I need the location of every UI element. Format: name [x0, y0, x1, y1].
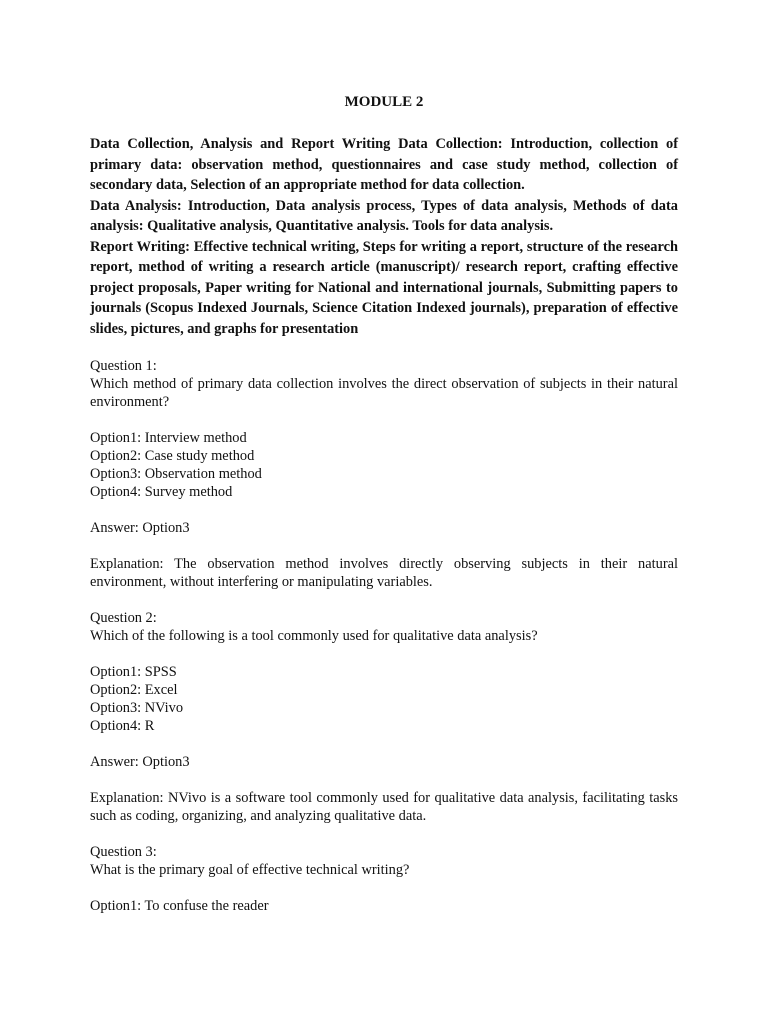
module-title: MODULE 2 [344, 94, 424, 110]
option-3: Option3: NVivo [90, 700, 184, 716]
questions-section [90, 357, 678, 915]
question-heading: Question 2: [90, 610, 157, 626]
question-3-options [90, 897, 678, 915]
question-heading: Question 3: [90, 844, 157, 860]
question-text: What is the primary goal of effective technical writing? [90, 862, 410, 878]
option-4: Option4: Survey method [90, 484, 233, 500]
question-3 [90, 843, 678, 879]
question-2-answer [90, 753, 678, 771]
syllabus-section [90, 134, 678, 339]
answer-text: Answer: Option3 [90, 754, 190, 770]
question-2-explanation [90, 789, 678, 825]
question-1-options [90, 429, 678, 501]
syllabus-report-writing: Report Writing: Effective technical writing, Steps for writing a report, structure of the research report, method of writing a research article (manuscript)/ research report, crafting effective project proposals, Paper writing for National and international journals, Submitting papers to journals (Scopus Indexed Journals, Science Citation Indexed journals), preparation of effective slides, pictures, and graphs for presentation [90, 238, 678, 337]
question-text: Which of the following is a tool commonly used for qualitative data analysis? [90, 628, 538, 644]
question-1 [90, 357, 678, 411]
option-1: Option1: To confuse the reader [90, 898, 269, 914]
question-text: Which method of primary data collection involves the direct observation of subjects in their natural environment? [90, 376, 678, 410]
option-1: Option1: Interview method [90, 430, 247, 446]
document-page [90, 92, 678, 933]
question-heading: Question 1: [90, 358, 157, 374]
question-1-answer [90, 519, 678, 537]
explanation-text: Explanation: NVivo is a software tool commonly used for qualitative data analysis, facilitating tasks such as coding, organizing, and analyzing qualitative data. [90, 790, 678, 824]
option-4: Option4: R [90, 718, 155, 734]
syllabus-data-collection: Data Collection, Analysis and Report Writing Data Collection: Introduction, collection of primary data: observation method, questionnaires and case study method, collection of secondary data, Selection of an appropriate method for data collection. [90, 136, 678, 193]
answer-text: Answer: Option3 [90, 520, 190, 536]
question-2 [90, 609, 678, 645]
syllabus-data-analysis: Data Analysis: Introduction, Data analysis process, Types of data analysis, Methods of data analysis: Qualitative analysis, Quantitative analysis. Tools for data analysis. [90, 197, 678, 234]
question-2-options [90, 663, 678, 735]
option-2: Option2: Excel [90, 682, 178, 698]
option-2: Option2: Case study method [90, 448, 255, 464]
explanation-text: Explanation: The observation method involves directly observing subjects in their natural environment, without interfering or manipulating variables. [90, 556, 678, 590]
option-3: Option3: Observation method [90, 466, 262, 482]
question-1-explanation [90, 555, 678, 591]
option-1: Option1: SPSS [90, 664, 177, 680]
